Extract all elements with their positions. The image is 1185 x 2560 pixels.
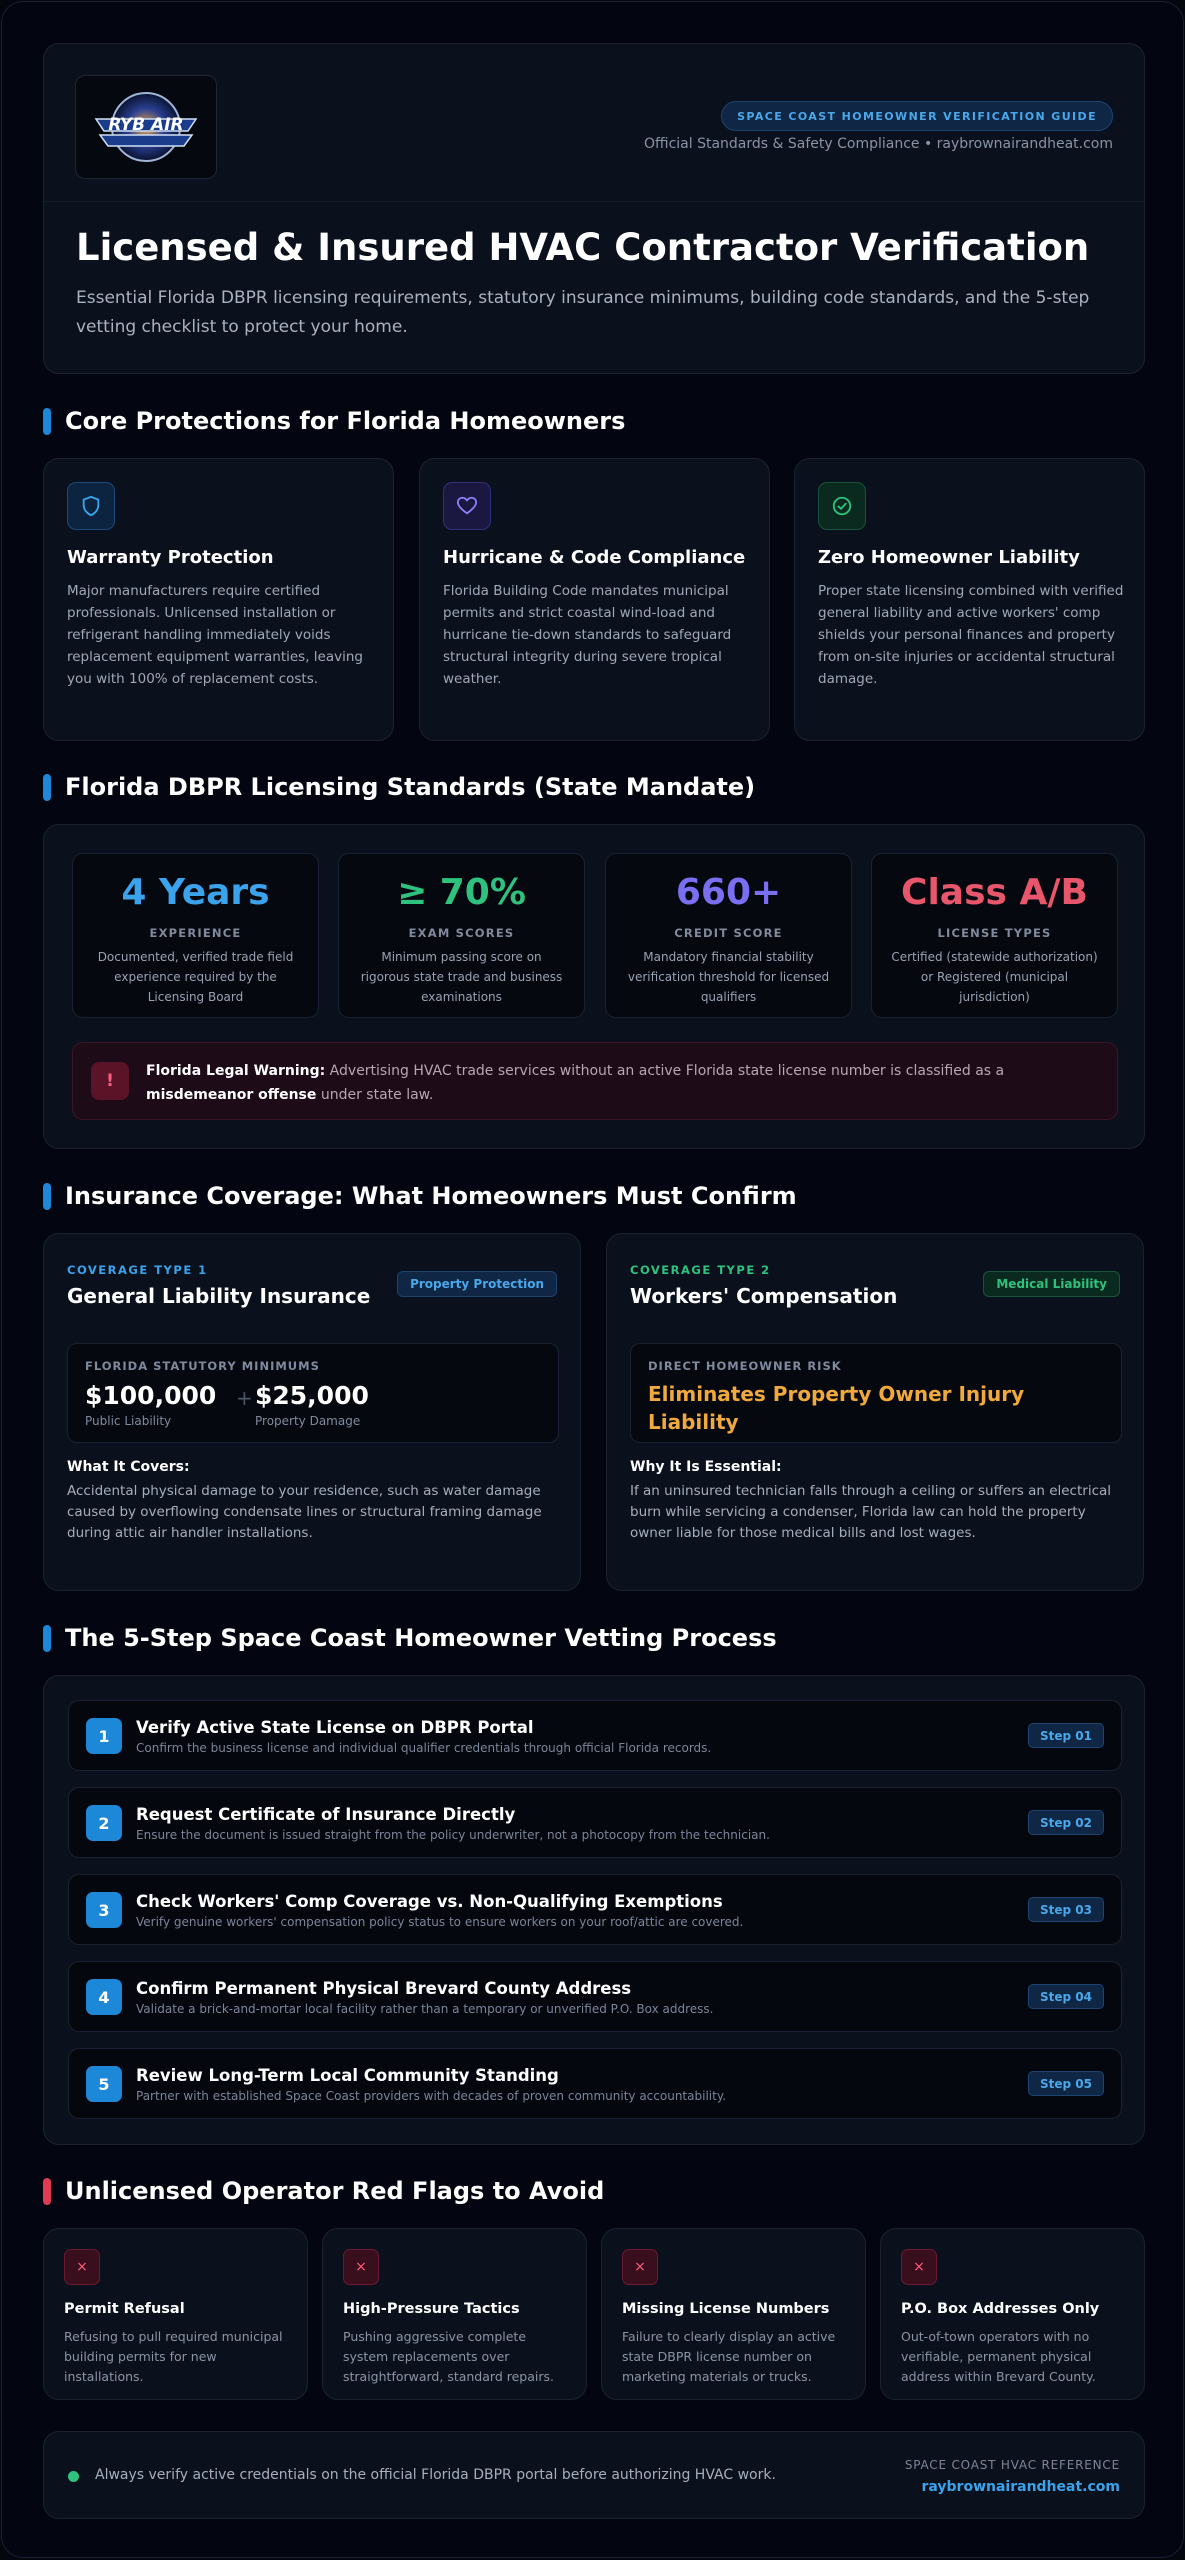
- guide-badge: SPACE COAST HOMEOWNER VERIFICATION GUIDE: [721, 101, 1113, 131]
- alert-icon: !: [91, 1062, 129, 1100]
- heart-icon: [443, 482, 491, 530]
- stat-description: Mandatory financial stability verification threshold for licensed qualifiers: [627, 950, 830, 1004]
- header-meta: Official Standards & Safety Compliance • raybrownairandheat.com: [644, 136, 1113, 152]
- footer-note: Always verify active credentials on the official Florida DBPR portal before authorizing HVAC work.: [95, 2467, 776, 2483]
- flag-body: Pushing aggressive complete system replacements over straightforward, standard repairs.: [343, 2329, 554, 2384]
- step-title: Check Workers' Comp Coverage vs. Non-Qualifying Exemptions: [136, 1892, 723, 1911]
- legal-warning: [72, 1042, 1118, 1120]
- step-number: 5: [86, 2066, 122, 2102]
- property-damage-amount: $25,000: [255, 1381, 369, 1410]
- flag-title: Permit Refusal: [64, 2301, 185, 2317]
- risk-label: DIRECT HOMEOWNER RISK: [648, 1359, 842, 1373]
- minimums-label: FLORIDA STATUTORY MINIMUMS: [85, 1359, 320, 1373]
- step-number: 1: [86, 1718, 122, 1754]
- plus-sign: +: [236, 1386, 253, 1410]
- section-accent-bar: [43, 2178, 51, 2205]
- section-accent-bar: [43, 1183, 51, 1210]
- footer: [43, 2431, 1145, 2519]
- section-title: The 5-Step Space Coast Homeowner Vetting Process: [65, 1624, 777, 1652]
- warning-text: Advertising HVAC trade services without an active Florida state license number is classified as a: [325, 1063, 1005, 1079]
- step-item: [68, 1961, 1122, 2032]
- coverage-kicker: COVERAGE TYPE 2: [630, 1263, 771, 1277]
- step-item: [68, 2048, 1122, 2119]
- section-accent-bar: [43, 774, 51, 801]
- red-flag-card: [601, 2228, 866, 2400]
- general-liability-card: [43, 1233, 581, 1591]
- stat-credit-score: [605, 853, 852, 1018]
- section-accent-bar: [43, 1625, 51, 1652]
- header-divider: [44, 201, 1144, 202]
- dbpr-panel: [43, 824, 1145, 1149]
- coverage-title: Workers' Compensation: [630, 1284, 898, 1308]
- step-tag: Step 04: [1028, 1984, 1104, 2009]
- flag-title: Missing License Numbers: [622, 2301, 830, 2317]
- section-title: Core Protections for Florida Homeowners: [65, 407, 626, 435]
- step-number: 3: [86, 1892, 122, 1928]
- risk-text: Eliminates Property Owner Injury Liability: [648, 1382, 1025, 1434]
- page-title: Licensed & Insured HVAC Contractor Verification: [76, 226, 1090, 269]
- red-flag-card: [880, 2228, 1145, 2400]
- flag-title: P.O. Box Addresses Only: [901, 2301, 1100, 2317]
- page-frame: [1, 1, 1184, 2558]
- core-card-title: Warranty Protection: [67, 547, 274, 568]
- step-tag: Step 02: [1028, 1810, 1104, 1835]
- check-circle-icon: [818, 482, 866, 530]
- core-card-title: Hurricane & Code Compliance: [443, 547, 746, 568]
- step-number: 4: [86, 1979, 122, 2015]
- red-flag-card: [43, 2228, 308, 2400]
- step-tag: Step 05: [1028, 2071, 1104, 2096]
- flag-title: High-Pressure Tactics: [343, 2301, 520, 2317]
- stat-description: Documented, verified trade field experience required by the Licensing Board: [97, 950, 294, 1004]
- step-description: Verify genuine workers' compensation policy status to ensure workers on your roof/attic are covered.: [136, 1915, 744, 1929]
- step-title: Confirm Permanent Physical Brevard County Address: [136, 1979, 632, 1998]
- section-title: Insurance Coverage: What Homeowners Must Confirm: [65, 1182, 797, 1210]
- legal-warning-text: [146, 1059, 1086, 1107]
- logo-mark-icon: [90, 88, 202, 166]
- warning-emphasis: misdemeanor offense: [146, 1087, 317, 1103]
- stat-label: LICENSE TYPES: [937, 926, 1052, 940]
- stat-value: 4 Years: [121, 872, 270, 913]
- stat-license-types: [871, 853, 1118, 1018]
- medical-liability-badge: Medical Liability: [983, 1271, 1120, 1297]
- step-tag: Step 01: [1028, 1723, 1104, 1748]
- close-x-icon: ×: [901, 2249, 937, 2285]
- stat-description: Certified (statewide authorization) or Registered (municipal jurisdiction): [891, 950, 1098, 1004]
- step-description: Ensure the document is issued straight from the policy underwriter, not a photocopy from the technician.: [136, 1828, 770, 1842]
- stat-experience: [72, 853, 319, 1018]
- stat-label: EXPERIENCE: [149, 926, 242, 940]
- coverage-answer: If an uninsured technician falls through a ceiling or suffers an electrical burn while servicing a condenser, Florida law can hold the property owner liable for those medical bills and lost wages.: [630, 1483, 1112, 1541]
- header-panel: [43, 43, 1145, 374]
- status-dot-icon: [68, 2471, 79, 2482]
- flag-body: Out-of-town operators with no verifiable, permanent physical address within Brevard County.: [901, 2329, 1096, 2384]
- step-number: 2: [86, 1805, 122, 1841]
- public-liability-amount: $100,000: [85, 1381, 217, 1410]
- footer-reference: SPACE COAST HVAC REFERENCE: [904, 2458, 1120, 2472]
- coverage-kicker: COVERAGE TYPE 1: [67, 1263, 208, 1277]
- close-x-icon: ×: [64, 2249, 100, 2285]
- coverage-question: Why It Is Essential:: [630, 1459, 782, 1475]
- section-accent-bar: [43, 408, 51, 435]
- stat-label: CREDIT SCORE: [674, 926, 783, 940]
- homeowner-risk-box: [630, 1343, 1122, 1443]
- flag-body: Failure to clearly display an active state DBPR license number on marketing materials or trucks.: [622, 2329, 836, 2384]
- stat-value: 660+: [675, 872, 782, 913]
- step-item: [68, 1700, 1122, 1771]
- property-protection-badge: Property Protection: [397, 1271, 557, 1297]
- workers-comp-card: [606, 1233, 1144, 1591]
- coverage-question: What It Covers:: [67, 1459, 190, 1475]
- core-card-title: Zero Homeowner Liability: [818, 547, 1080, 568]
- flag-body: Refusing to pull required municipal building permits for new installations.: [64, 2329, 283, 2384]
- stat-description: Minimum passing score on rigorous state trade and business examinations: [360, 950, 563, 1004]
- warning-tail: under state law.: [316, 1087, 434, 1103]
- step-item: [68, 1787, 1122, 1858]
- stat-value: Class A/B: [901, 872, 1088, 913]
- footer-website-link[interactable]: raybrownairandheat.com: [921, 2479, 1120, 2495]
- core-card-warranty: [43, 458, 394, 741]
- core-card-body: Florida Building Code mandates municipal permits and strict coastal wind-load and hurricane tie-down standards to safeguard structural integrity during severe tropical weather.: [443, 583, 732, 687]
- coverage-answer: Accidental physical damage to your residence, such as water damage caused by overflowing condensate lines or structural framing damage during attic air handler installations.: [67, 1483, 542, 1541]
- statutory-minimums-box: [67, 1343, 559, 1443]
- svg-text:RYB AIR: RYB AIR: [108, 115, 184, 135]
- step-tag: Step 03: [1028, 1897, 1104, 1922]
- step-description: Validate a brick-and-mortar local facility rather than a temporary or unverified P.O. Box address.: [136, 2002, 714, 2016]
- dbpr-section-heading: [43, 773, 755, 801]
- company-logo: [75, 75, 217, 179]
- core-card-body: Proper state licensing combined with verified general liability and active workers' comp shields your personal finances and property from on-site injuries or accidental structural damage.: [818, 583, 1124, 687]
- step-item: [68, 1874, 1122, 1945]
- steps-section-heading: [43, 1624, 777, 1652]
- insurance-section-heading: [43, 1182, 797, 1210]
- core-section-heading: [43, 407, 625, 435]
- coverage-title: General Liability Insurance: [67, 1284, 371, 1308]
- core-card-body: Major manufacturers require certified professionals. Unlicensed installation or refrigerant handling immediately voids replacement equipment warranties, leaving you with 100% of replacement costs.: [67, 583, 363, 687]
- section-title: Unlicensed Operator Red Flags to Avoid: [65, 2177, 605, 2205]
- section-title: Florida DBPR Licensing Standards (State Mandate): [65, 773, 756, 801]
- shield-icon: [67, 482, 115, 530]
- public-liability-label: Public Liability: [85, 1414, 172, 1428]
- close-x-icon: ×: [343, 2249, 379, 2285]
- page-subtitle: Essential Florida DBPR licensing requirements, statutory insurance minimums, building code standards, and the 5-step vetting checklist to protect your home.: [76, 288, 1090, 337]
- step-title: Request Certificate of Insurance Directly: [136, 1805, 516, 1824]
- core-card-hurricane: [419, 458, 770, 741]
- vetting-steps-panel: [43, 1675, 1145, 2145]
- stat-label: EXAM SCORES: [408, 926, 515, 940]
- step-title: Verify Active State License on DBPR Portal: [136, 1718, 534, 1737]
- property-damage-label: Property Damage: [255, 1414, 361, 1428]
- close-x-icon: ×: [622, 2249, 658, 2285]
- red-flag-card: [322, 2228, 587, 2400]
- stat-exam-scores: [338, 853, 585, 1018]
- flags-section-heading: [43, 2177, 604, 2205]
- core-card-liability: [794, 458, 1145, 741]
- stat-value: ≥ 70%: [397, 872, 526, 913]
- step-description: Confirm the business license and individual qualifier credentials through official Florida records.: [136, 1741, 712, 1755]
- step-description: Partner with established Space Coast providers with decades of proven community accountability.: [136, 2089, 727, 2103]
- step-title: Review Long-Term Local Community Standing: [136, 2066, 559, 2085]
- warning-lead: Florida Legal Warning:: [146, 1063, 326, 1079]
